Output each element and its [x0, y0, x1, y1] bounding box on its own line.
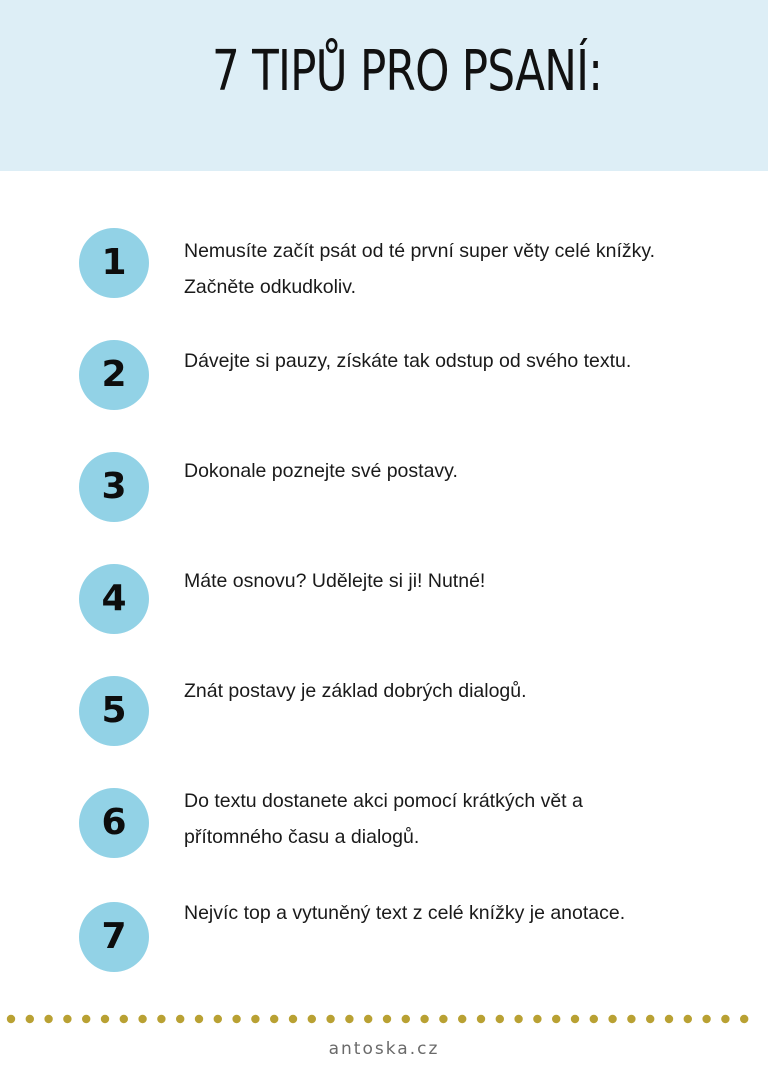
tip-number: 5: [101, 690, 127, 731]
divider-dot: [740, 1015, 748, 1023]
tip-number: 6: [101, 802, 127, 843]
divider-dot: [120, 1015, 128, 1023]
number-circle: [79, 902, 149, 972]
divider-dot: [308, 1015, 316, 1023]
divider-dot: [251, 1015, 259, 1023]
divider-dot: [702, 1015, 710, 1023]
divider-dot: [7, 1015, 15, 1023]
divider-dot: [627, 1015, 635, 1023]
tip-text: Dokonale poznejte své postavy.: [184, 460, 458, 482]
tip-number: 7: [101, 916, 127, 957]
number-circle: [79, 564, 149, 634]
divider-dot: [514, 1015, 522, 1023]
tip-number: 4: [101, 578, 127, 619]
divider-dot: [44, 1015, 52, 1023]
tip-number: 2: [101, 354, 127, 395]
tip-text: Znát postavy je základ dobrých dialogů.: [184, 680, 527, 702]
tip-text: Nemusíte začít psát od té první super věty celé knížky. Začněte odkudkoliv.: [184, 240, 656, 298]
dotted-divider: [0, 1012, 768, 1026]
divider-dot: [571, 1015, 579, 1023]
divider-dot: [289, 1015, 297, 1023]
number-circle: [79, 228, 149, 298]
number-circle: [79, 676, 149, 746]
divider-dot: [439, 1015, 447, 1023]
divider-dot: [138, 1015, 146, 1023]
divider-dot: [326, 1015, 334, 1023]
divider-dot: [157, 1015, 165, 1023]
divider-dot: [176, 1015, 184, 1023]
divider-dot: [721, 1015, 729, 1023]
divider-dot: [458, 1015, 466, 1023]
footer-site-link: antoska.cz: [328, 1039, 440, 1059]
divider-dot: [496, 1015, 504, 1023]
tip-text: Nejvíc top a vytuněný text z celé knížky je anotace.: [184, 902, 626, 924]
page-title: 7 TIPŮ PRO PSANÍ:: [212, 39, 603, 104]
tip-text: Dávejte si pauzy, získáte tak odstup od svého textu.: [184, 350, 632, 372]
number-circle: [79, 340, 149, 410]
divider-dot: [552, 1015, 560, 1023]
tip-text: Do textu dostanete akci pomocí krátkých vět a přítomného času a dialogů.: [184, 790, 583, 848]
tip-text: Máte osnovu? Udělejte si ji! Nutné!: [184, 570, 486, 592]
divider-dot: [232, 1015, 240, 1023]
divider-dot: [533, 1015, 541, 1023]
divider-dot: [608, 1015, 616, 1023]
divider-dot: [402, 1015, 410, 1023]
divider-dot: [101, 1015, 109, 1023]
divider-dot: [364, 1015, 372, 1023]
divider-dot: [63, 1015, 71, 1023]
divider-dot: [477, 1015, 485, 1023]
divider-dot: [345, 1015, 353, 1023]
divider-dot: [383, 1015, 391, 1023]
divider-dot: [82, 1015, 90, 1023]
divider-dot: [646, 1015, 654, 1023]
divider-dot: [195, 1015, 203, 1023]
header-banner: [0, 0, 768, 171]
divider-dot: [270, 1015, 278, 1023]
divider-dot: [214, 1015, 222, 1023]
tip-number: 3: [101, 466, 127, 507]
tip-number: 1: [101, 242, 127, 283]
divider-dot: [420, 1015, 428, 1023]
divider-dot: [684, 1015, 692, 1023]
number-circle: [79, 788, 149, 858]
divider-dot: [26, 1015, 34, 1023]
number-circle: [79, 452, 149, 522]
divider-dot: [590, 1015, 598, 1023]
divider-dot: [665, 1015, 673, 1023]
